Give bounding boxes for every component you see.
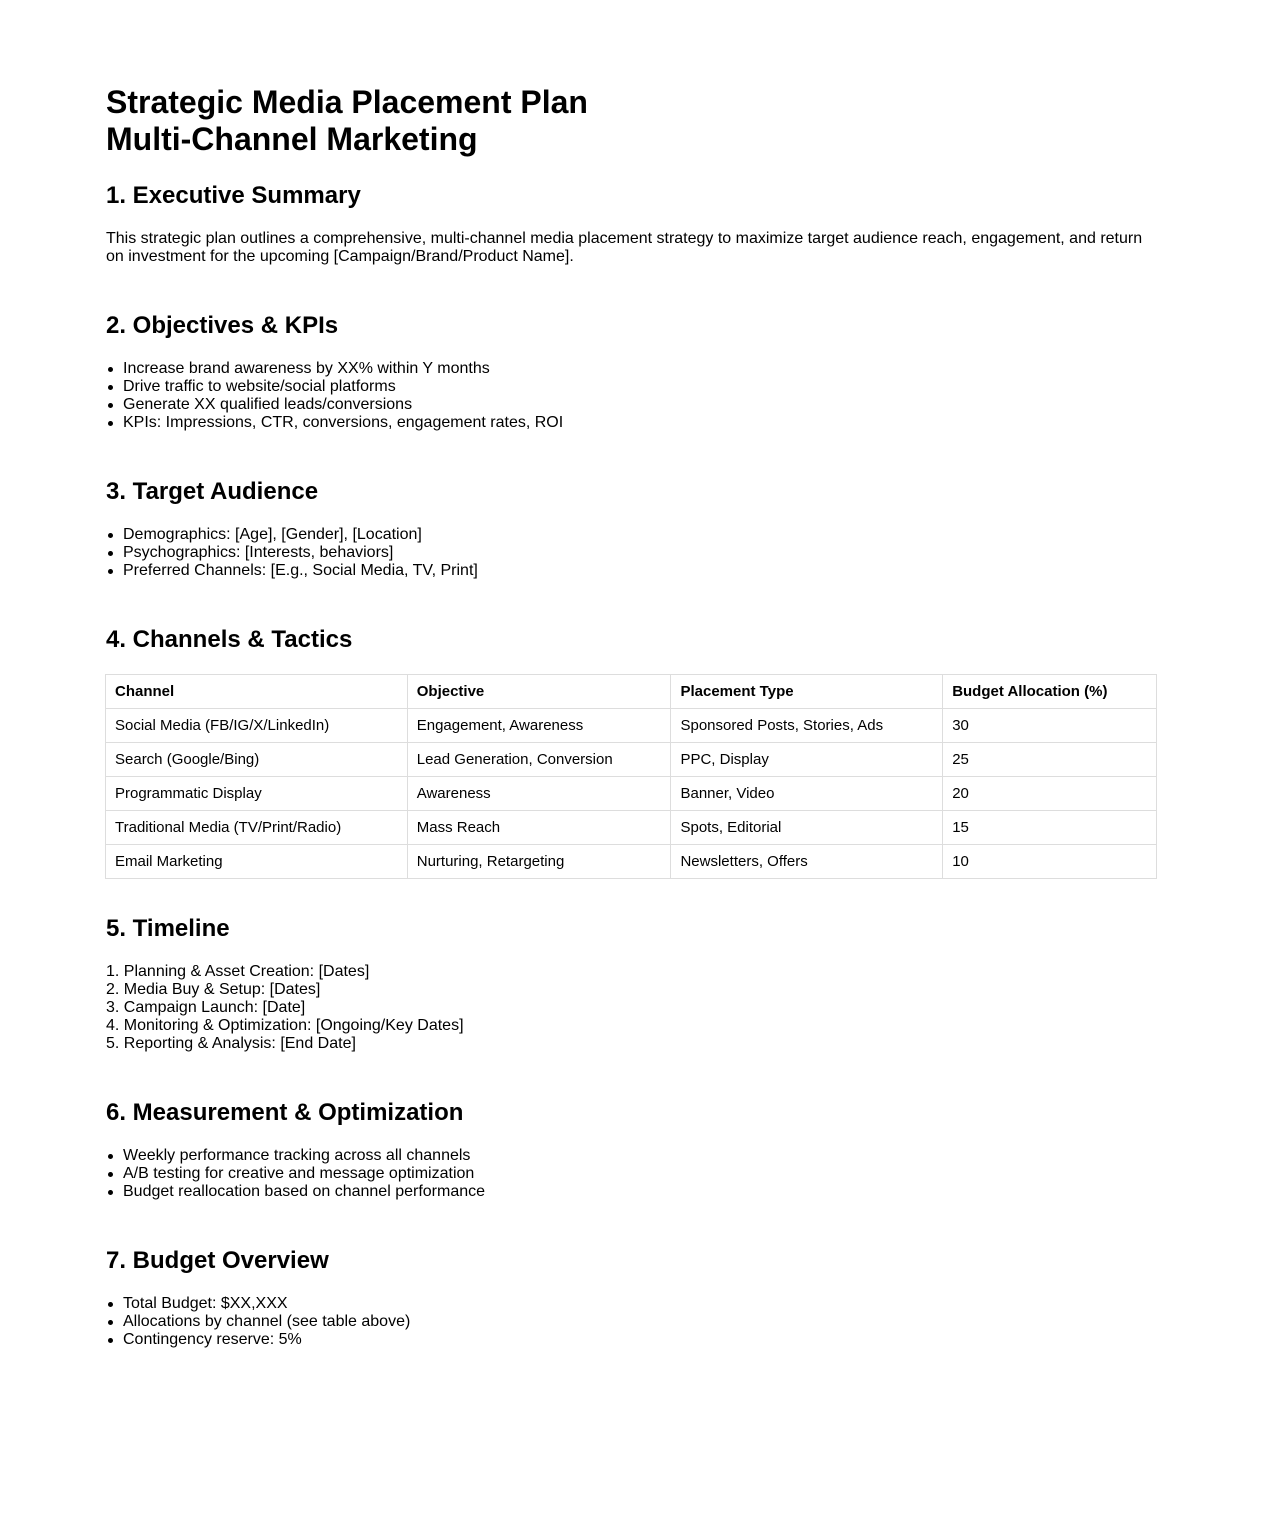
list-item: Psychographics: [Interests, behaviors] xyxy=(123,544,1158,562)
section-executive-summary xyxy=(106,182,1158,266)
cell-placement-type: Spots, Editorial xyxy=(671,811,943,845)
section-heading: 2. Objectives & KPIs xyxy=(106,312,339,339)
list-item: Budget reallocation based on channel performance xyxy=(123,1183,1158,1201)
cell-objective: Awareness xyxy=(407,777,671,811)
audience-list xyxy=(106,526,1158,580)
section-channels-tactics xyxy=(106,626,1158,879)
list-item: 1. Planning & Asset Creation: [Dates] xyxy=(106,963,370,980)
list-item: Generate XX qualified leads/conversions xyxy=(123,396,1158,414)
cell-channel: Email Marketing xyxy=(106,845,408,879)
cell-channel: Social Media (FB/IG/X/LinkedIn) xyxy=(106,709,408,743)
cell-placement-type: PPC, Display xyxy=(671,743,943,777)
cell-channel: Programmatic Display xyxy=(106,777,408,811)
cell-budget: 20 xyxy=(943,777,1157,811)
section-heading: 6. Measurement & Optimization xyxy=(106,1099,464,1126)
cell-budget: 30 xyxy=(943,709,1157,743)
column-header-channel: Channel xyxy=(106,675,408,709)
table-row xyxy=(106,811,1157,845)
table-row xyxy=(106,709,1157,743)
table-row xyxy=(106,845,1157,879)
list-item: Drive traffic to website/social platforms xyxy=(123,378,1158,396)
table-row xyxy=(106,743,1157,777)
column-header-placement-type: Placement Type xyxy=(671,675,943,709)
column-header-objective: Objective xyxy=(407,675,671,709)
cell-objective: Engagement, Awareness xyxy=(407,709,671,743)
cell-objective: Lead Generation, Conversion xyxy=(407,743,671,777)
cell-budget: 25 xyxy=(943,743,1157,777)
column-header-budget-allocation: Budget Allocation (%) xyxy=(943,675,1157,709)
cell-placement-type: Banner, Video xyxy=(671,777,943,811)
section-budget-overview xyxy=(106,1247,1158,1349)
executive-summary-text: This strategic plan outlines a comprehensive, multi-channel media placement strategy to maximize target audience reach, engagement, and return on investment for the upcoming [Campaign/Brand/Product Name]. xyxy=(106,230,1143,265)
measurement-list xyxy=(106,1147,1158,1201)
cell-placement-type: Newsletters, Offers xyxy=(671,845,943,879)
cell-budget: 10 xyxy=(943,845,1157,879)
budget-list xyxy=(106,1295,1158,1349)
section-heading: 5. Timeline xyxy=(106,915,230,942)
document-title xyxy=(106,84,1158,158)
section-measurement xyxy=(106,1099,1158,1201)
section-timeline xyxy=(106,915,1158,1053)
list-item: Contingency reserve: 5% xyxy=(123,1331,1158,1349)
cell-channel: Search (Google/Bing) xyxy=(106,743,408,777)
title-line-2: Multi-Channel Marketing xyxy=(106,121,478,157)
cell-objective: Nurturing, Retargeting xyxy=(407,845,671,879)
list-item: Preferred Channels: [E.g., Social Media, TV, Print] xyxy=(123,562,1158,580)
list-item: Allocations by channel (see table above) xyxy=(123,1313,1158,1331)
section-target-audience xyxy=(106,478,1158,580)
cell-budget: 15 xyxy=(943,811,1157,845)
list-item: 4. Monitoring & Optimization: [Ongoing/Key Dates] xyxy=(106,1017,464,1034)
section-heading: 4. Channels & Tactics xyxy=(106,626,353,653)
channels-table xyxy=(105,674,1157,879)
cell-placement-type: Sponsored Posts, Stories, Ads xyxy=(671,709,943,743)
section-heading: 1. Executive Summary xyxy=(106,182,361,209)
list-item: 2. Media Buy & Setup: [Dates] xyxy=(106,981,321,998)
objectives-list xyxy=(106,360,1158,432)
list-item: A/B testing for creative and message optimization xyxy=(123,1165,1158,1183)
list-item: Demographics: [Age], [Gender], [Location] xyxy=(123,526,1158,544)
section-heading: 3. Target Audience xyxy=(106,478,319,505)
list-item: 5. Reporting & Analysis: [End Date] xyxy=(106,1035,356,1052)
table-row xyxy=(106,777,1157,811)
cell-objective: Mass Reach xyxy=(407,811,671,845)
timeline-list xyxy=(106,963,1158,1053)
cell-channel: Traditional Media (TV/Print/Radio) xyxy=(106,811,408,845)
list-item: 3. Campaign Launch: [Date] xyxy=(106,999,306,1016)
list-item: KPIs: Impressions, CTR, conversions, engagement rates, ROI xyxy=(123,414,1158,432)
section-heading: 7. Budget Overview xyxy=(106,1247,329,1274)
list-item: Increase brand awareness by XX% within Y months xyxy=(123,360,1158,378)
section-objectives xyxy=(106,312,1158,432)
title-line-1: Strategic Media Placement Plan xyxy=(106,84,588,120)
table-header-row xyxy=(106,675,1157,709)
list-item: Weekly performance tracking across all channels xyxy=(123,1147,1158,1165)
list-item: Total Budget: $XX,XXX xyxy=(123,1295,1158,1313)
